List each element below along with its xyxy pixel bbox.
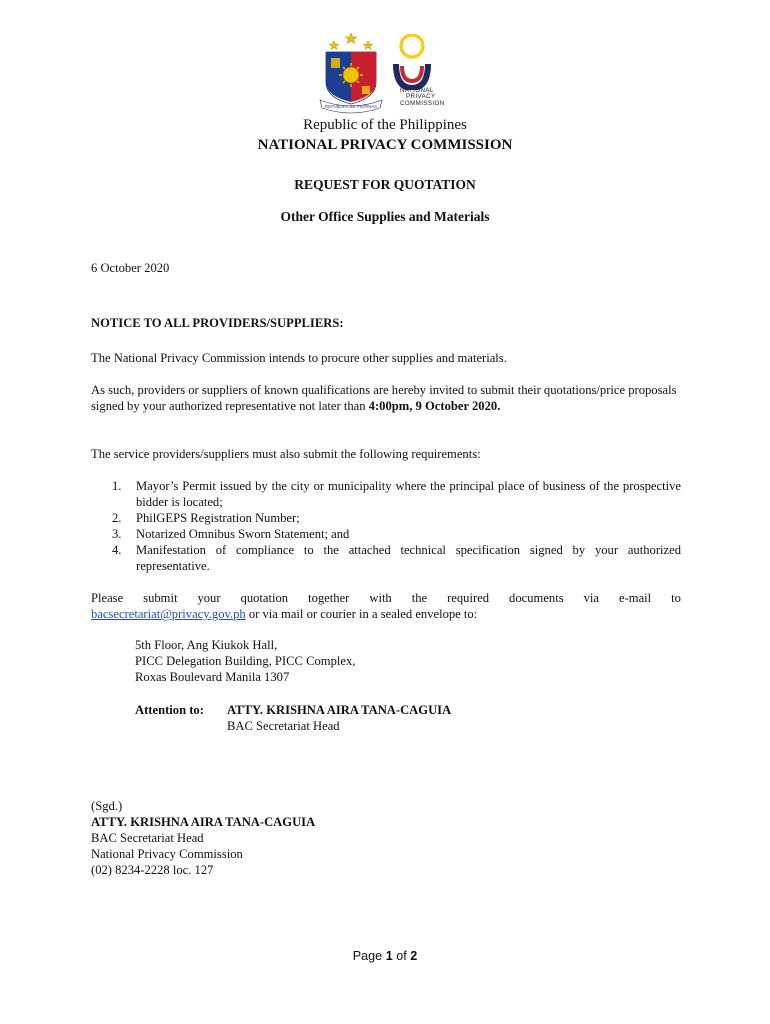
list-item-text: Mayor’s Permit issued by the city or municipality where the principal place of business of the prospective bidder is located; <box>136 479 681 509</box>
list-item-number: 1. <box>112 479 122 493</box>
paragraph-requirements-intro: The service providers/suppliers must also submit the following requirements: <box>91 447 481 461</box>
list-item <box>91 478 681 510</box>
address-line: Roxas Boulevard Manila 1307 <box>135 670 290 684</box>
document-date: 6 October 2020 <box>91 261 170 275</box>
submission-word: to <box>671 591 681 605</box>
republic-heading: Republic of the Philippines <box>303 117 467 133</box>
signature-phone: (02) 8234-2228 loc. 127 <box>91 863 214 877</box>
submission-word: with <box>369 591 392 605</box>
document-title: REQUEST FOR QUOTATION <box>294 177 476 192</box>
paragraph-submission <box>91 590 681 622</box>
npc-logo-line-3: COMMISSION <box>400 99 445 107</box>
list-item <box>91 526 681 542</box>
header-logos <box>318 32 448 116</box>
list-item-number: 2. <box>112 511 122 525</box>
page-total: 2 <box>410 949 418 963</box>
signature-office: National Privacy Commission <box>91 847 243 861</box>
signature-name: ATTY. KRISHNA AIRA TANA-CAGUIA <box>91 815 316 829</box>
submission-word: e-mail <box>618 591 652 605</box>
submission-word: required <box>447 591 490 605</box>
attention-name: ATTY. KRISHNA AIRA TANA-CAGUIA <box>227 703 452 717</box>
document-subtitle: Other Office Supplies and Materials <box>280 209 490 224</box>
list-item <box>91 542 681 574</box>
agency-heading: NATIONAL PRIVACY COMMISSION <box>257 137 513 153</box>
address-line: PICC Delegation Building, PICC Complex, <box>135 654 356 668</box>
list-item-number: 4. <box>112 543 122 557</box>
npc-logo-text <box>400 88 448 107</box>
seal-banner-text: REPUBLIKA NG PILIPINAS <box>325 104 377 109</box>
npc-logo-line-2: PRIVACY <box>406 93 436 101</box>
submission-line-2 <box>91 606 681 622</box>
submission-line-1 <box>91 590 681 606</box>
submission-suffix: or via mail or courier in a sealed envelope to: <box>245 607 478 621</box>
philippine-seal-logo <box>318 32 384 114</box>
requirements-list <box>91 478 681 574</box>
signature-title: BAC Secretariat Head <box>91 831 204 845</box>
signature-block <box>91 798 315 878</box>
invitation-text: As such, providers or suppliers of known qualifications are hereby invited to submit their quotations/price proposals signed by your authorized representative not later than <box>91 383 677 413</box>
submission-word: Please <box>91 591 124 605</box>
submission-word: the <box>411 591 428 605</box>
page-current: 1 <box>385 949 393 963</box>
submission-word: your <box>197 591 221 605</box>
submission-word: via <box>583 591 599 605</box>
mailing-address <box>135 637 355 685</box>
notice-heading: NOTICE TO ALL PROVIDERS/SUPPLIERS: <box>91 316 344 330</box>
npc-logo <box>390 34 438 90</box>
list-item-text: Manifestation of compliance to the attached technical specification signed by your authorized representative. <box>136 543 681 573</box>
list-item-text: PhilGEPS Registration Number; <box>136 511 300 525</box>
signature-sgd: (Sgd.) <box>91 799 123 813</box>
submission-word: together <box>308 591 350 605</box>
submission-word: submit <box>143 591 178 605</box>
submission-word: documents <box>509 591 564 605</box>
email-link[interactable]: bacsecretariat@privacy.gov.ph <box>91 607 246 621</box>
address-line: 5th Floor, Ang Kiukok Hall, <box>135 638 278 652</box>
attention-label: Attention to: <box>135 703 204 717</box>
deadline-text: 4:00pm, 9 October 2020. <box>368 399 501 413</box>
page-word: Page <box>352 949 383 963</box>
attention-title: BAC Secretariat Head <box>227 719 340 733</box>
list-item-number: 3. <box>112 527 122 541</box>
submission-word: quotation <box>240 591 289 605</box>
of-word: of <box>396 949 407 963</box>
paragraph-invitation <box>91 382 681 414</box>
list-item-text: Notarized Omnibus Sworn Statement; and <box>136 527 350 541</box>
paragraph-intent: The National Privacy Commission intends to procure other supplies and materials. <box>91 351 507 365</box>
npc-logo-line-1: NATIONAL <box>400 87 434 94</box>
list-item <box>91 510 681 526</box>
page-number <box>0 949 770 963</box>
